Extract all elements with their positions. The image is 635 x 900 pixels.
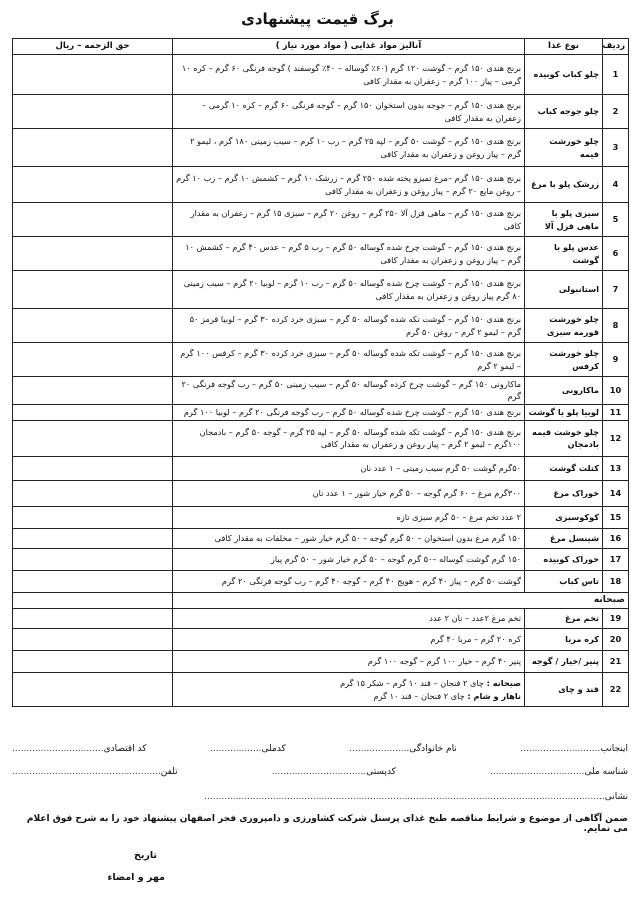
table-row bbox=[13, 271, 629, 309]
food-analysis: ۱۵۰ گرم مرغ بدون استخوان – ۵۰ گرم گوجه – ۵۰ گرم خیار شور – مخلفات به مقدار کافی bbox=[173, 528, 525, 548]
food-analysis: برنج هندی ۱۵۰ گرم – گوشت ۱۲۰ گرم (۶۰٪ گوساله – ۴۰٪ گوسفند ) گوجه فرنگی ۶۰ گرم – کره ۱۰ گرمی – پیاز ۱۰۰ گرم – زعفران به مقدار کافی bbox=[173, 55, 525, 95]
national-code-label: کدملی bbox=[261, 744, 286, 754]
fee-cell bbox=[13, 203, 173, 237]
food-name: چلو خوشت قیمه بادمجان bbox=[525, 420, 603, 456]
fee-cell bbox=[13, 129, 173, 167]
row-number: 10 bbox=[603, 377, 629, 405]
food-analysis: برنج هندی ۱۵۰ گرم – ماهی قزل آلا ۲۵۰ گرم – روغن ۲۰ گرم – سبزی ۱۵ گرم – زعفران به مقدار کافی bbox=[173, 203, 525, 237]
table-row bbox=[13, 480, 629, 506]
food-name: کره مربا bbox=[525, 629, 603, 651]
breakfast-section-label: صبحانه bbox=[173, 592, 629, 609]
row-number: 19 bbox=[603, 609, 629, 629]
tea-breakfast-label: صبحانه : bbox=[486, 678, 521, 689]
fee-cell bbox=[13, 377, 173, 405]
row-number: 3 bbox=[603, 129, 629, 167]
food-name: چلو جوجه کباب bbox=[525, 95, 603, 129]
row-number: 2 bbox=[603, 95, 629, 129]
tea-breakfast-text: چای ۲ فنجان – قند ۱۰ گرم – شکر ۱۵ گرم bbox=[340, 678, 487, 689]
table-body bbox=[13, 55, 629, 707]
food-analysis: برنج هندی ۱۵۰ گرم – گوشت ۵۰ گرم – لپه ۲۵ گرم – رب ۱۰ گرم – سیب زمینی ۱۸۰ گرم ، لیمو ۲ گرم – پیاز روغن و زعفران به مقدار کافی bbox=[173, 129, 525, 167]
food-name: زرشک پلو با مرغ bbox=[525, 167, 603, 203]
food-name: چلو خورشت کرفس bbox=[525, 343, 603, 377]
food-name: خوراک کوبیده bbox=[525, 548, 603, 570]
table-row bbox=[13, 651, 629, 673]
tea-lunch-label: ناهار و شام : bbox=[467, 690, 521, 701]
fee-cell bbox=[13, 548, 173, 570]
fee-cell bbox=[13, 167, 173, 203]
section-empty-cell bbox=[13, 592, 173, 609]
food-name: کتلت گوشت bbox=[525, 456, 603, 480]
table-row bbox=[13, 55, 629, 95]
table-row bbox=[13, 167, 629, 203]
id-number-label: شناسه ملی bbox=[584, 767, 628, 777]
footer-line-3: نشانی............................................................................................................................................ bbox=[204, 792, 628, 802]
table-row bbox=[13, 377, 629, 405]
row-number: 22 bbox=[603, 673, 629, 707]
row-number: 4 bbox=[603, 167, 629, 203]
row-number: 17 bbox=[603, 548, 629, 570]
food-name: تخم مرغ bbox=[525, 609, 603, 629]
header-analysis: آنالیز مواد غذایی ( مواد مورد نیاز ) bbox=[173, 39, 525, 55]
table-row bbox=[13, 343, 629, 377]
table-row bbox=[13, 95, 629, 129]
fee-cell bbox=[13, 237, 173, 271]
tea-line-breakfast bbox=[176, 677, 521, 689]
table-row bbox=[13, 129, 629, 167]
food-name: پنیر /خیار / گوجه bbox=[525, 651, 603, 673]
food-analysis: ۳۰۰گرم مرغ – ۶۰ گرم گوجه – ۵۰ گرم خیار شور – ۱ عدد نان bbox=[173, 480, 525, 506]
postal-code-label: کدپستی bbox=[366, 767, 396, 777]
table-row bbox=[13, 456, 629, 480]
table-row bbox=[13, 629, 629, 651]
food-analysis: ۵۰گرم گوشت ۵۰ گرم سیب زمینی – ۱ عدد نان bbox=[173, 456, 525, 480]
address-label: نشانی bbox=[604, 792, 628, 802]
table-row bbox=[13, 609, 629, 629]
food-name: شینسل مرغ bbox=[525, 528, 603, 548]
header-food-type: نوع غذا bbox=[525, 39, 603, 55]
food-analysis: ۱۵۰ گرم گوشت گوساله –۵۰ گرم گوجه – ۵۰ گرم خیار شور – ۵۰ گرم پیاز bbox=[173, 548, 525, 570]
food-name: قند و چای bbox=[525, 673, 603, 707]
food-name: تاس کباب bbox=[525, 570, 603, 592]
fee-cell bbox=[13, 271, 173, 309]
fee-cell bbox=[13, 456, 173, 480]
tea-lunch-text: چای ۲ فنجان – قند ۱۰ گرم bbox=[373, 690, 468, 701]
fee-cell bbox=[13, 480, 173, 506]
row-number: 11 bbox=[603, 404, 629, 420]
row-number: 15 bbox=[603, 506, 629, 528]
breakfast-section-row bbox=[13, 592, 629, 609]
economic-code-label: کد اقتصادی bbox=[103, 744, 147, 754]
food-analysis: ماکارونی ۱۵۰ گرم – گوشت چرخ کرده گوساله ۵۰ گرم – سیب زمینی ۵۰ گرم – رب گوجه فرنگی ۲۰ گرم bbox=[173, 377, 525, 405]
seal-signature-label: مهر و امضاء bbox=[107, 872, 165, 883]
table-row bbox=[13, 673, 629, 707]
food-name: چلو خورشت قورمه سبزی bbox=[525, 309, 603, 343]
food-analysis: برنج هندی ۱۵۰ گرم – گوشت چرخ شده گوساله ۵۰ گرم – رب ۵ گرم – عدس ۴۰ گرم – کشمش ۱۰ گرم – پیاز روغن و زعفران به مقدار کافی bbox=[173, 237, 525, 271]
header-row-number: ردیف bbox=[603, 39, 629, 55]
row-number: 8 bbox=[603, 309, 629, 343]
food-analysis: پنیر ۴۰ گرم – خیار ۱۰۰ گرم – گوجه ۱۰۰ گرم bbox=[173, 651, 525, 673]
food-analysis: برنج هندی ۱۵۰ گرم – گوشت تکه شده گوساله ۵۰ گرم – سبزی خرد کرده ۳۰ گرم – کرفس ۱۰۰ گرم – لیمو ۲ گرم bbox=[173, 343, 525, 377]
row-number: 9 bbox=[603, 343, 629, 377]
fee-cell bbox=[13, 95, 173, 129]
food-analysis: برنج هندی ۱۵۰ گرم – گوشت چرخ شده گوساله ۵۰ گرم – رب گوجه فرنگی ۲۰ گرم – لوبیا ۱۰۰ گرم bbox=[173, 404, 525, 420]
fee-cell bbox=[13, 343, 173, 377]
food-analysis: برنج هندی ۱۵۰ گرم –مرغ تمیزو پخته شده ۲۵۰ گرم – زرشک ۱۰ گرم – کشمش ۱۰ گرم – رب ۱۰ گرم – روغن مایع ۲۰ گرم – پیاز روغن و زعفران به مقدار کافی bbox=[173, 167, 525, 203]
row-number: 21 bbox=[603, 651, 629, 673]
fee-cell bbox=[13, 404, 173, 420]
row-number: 16 bbox=[603, 528, 629, 548]
row-number: 20 bbox=[603, 629, 629, 651]
food-analysis: گوشت ۵۰ گرم – پیاز ۴۰ گرم – هویج ۴۰ گرم – گوجه ۴۰ گرم – رب گوجه فرنگی ۲۰ گرم bbox=[173, 570, 525, 592]
table-row bbox=[13, 404, 629, 420]
food-name: لوبیا پلو با گوشت bbox=[525, 404, 603, 420]
food-analysis: ۲ عدد تخم مرغ – ۵۰ گرم سبزی تازه bbox=[173, 506, 525, 528]
food-analysis: برنج هندی ۱۵۰ گرم – گوشت تکه شده گوساله ۵۰ گرم – سبزی خرد کرده ۳۰ گرم – لوبیا قرمز ۵۰ گرم – لیمو ۲ گرم – روغن ۵۰ گرم bbox=[173, 309, 525, 343]
date-label: تاریخ bbox=[133, 850, 157, 861]
table-row bbox=[13, 420, 629, 456]
fee-cell bbox=[13, 528, 173, 548]
tea-line-lunch-dinner bbox=[176, 690, 521, 702]
table-row bbox=[13, 309, 629, 343]
statement-text: ضمن آگاهی از موضوع و شرایط مناقصه طبخ غذای پرسنل شرکت کشاورزی و دامپروری فجر اصفهان پیشنهاد خود را به شرح فوق اعلام می نمایم. bbox=[26, 814, 628, 834]
applicant-label: اینجانب bbox=[600, 744, 628, 754]
food-analysis: تخم مرغ ۲عدد – نان ۲ عدد bbox=[173, 609, 525, 629]
row-number: 7 bbox=[603, 271, 629, 309]
food-analysis bbox=[173, 673, 525, 707]
food-name: خوراک مرغ bbox=[525, 480, 603, 506]
fee-cell bbox=[13, 420, 173, 456]
page-title: برگ قیمت پیشنهادی bbox=[241, 10, 394, 28]
price-table bbox=[12, 38, 629, 707]
food-name: چلو کباب کوبیده bbox=[525, 55, 603, 95]
food-name: چلو خورشت قیمه bbox=[525, 129, 603, 167]
row-number: 18 bbox=[603, 570, 629, 592]
footer-line-2: شناسه ملی................................. کدپستی................................. تلفن.................................................... bbox=[12, 767, 628, 777]
food-name: ماکارونی bbox=[525, 377, 603, 405]
food-name: استانبولی bbox=[525, 271, 603, 309]
food-name: کوکوسبزی bbox=[525, 506, 603, 528]
header-fee: حق الزحمه – ریال bbox=[13, 39, 173, 55]
food-name: عدس پلو با گوشت bbox=[525, 237, 603, 271]
table-row bbox=[13, 548, 629, 570]
fee-cell bbox=[13, 609, 173, 629]
row-number: 1 bbox=[603, 55, 629, 95]
table-row bbox=[13, 506, 629, 528]
food-analysis: برنج هندی ۱۵۰ گرم – جوجه بدون استخوان ۱۵۰ گرم – گوجه فرنگی ۶۰ گرم – کره ۱۰ گرمی – زعفران به مقدار کافی bbox=[173, 95, 525, 129]
table-row bbox=[13, 237, 629, 271]
fee-cell bbox=[13, 309, 173, 343]
footer-line-1: اینجانب............................ نام خانوادگی..................... کدملی.................. کد اقتصادی................................ bbox=[12, 744, 628, 754]
food-analysis: برنج هندی ۱۵۰ گرم – گوشت تکه شده گوساله ۵۰ گرم – لپه ۲۵ گرم – گوجه ۵۰ گرم – بادمجان ۱۰۰گرم – لیمو ۲ گرم – پیاز روغن و زعفران به مقدار کافی bbox=[173, 420, 525, 456]
fee-cell bbox=[13, 55, 173, 95]
fee-cell bbox=[13, 673, 173, 707]
fee-cell bbox=[13, 651, 173, 673]
table-row bbox=[13, 570, 629, 592]
table-header-row bbox=[13, 39, 629, 55]
table-row bbox=[13, 528, 629, 548]
row-number: 13 bbox=[603, 456, 629, 480]
row-number: 14 bbox=[603, 480, 629, 506]
food-analysis: کره ۲۰ گرم – مربا ۴۰ گرم bbox=[173, 629, 525, 651]
food-analysis: برنج هندی ۱۵۰ گرم – گوشت چرخ شده گوساله ۵۰ گرم – رب ۱۰ گرم – لوبیا ۲۰ گرم – سیب زمینی ۸۰ گرم پیاز روغن و زعفران به مقدار کافی bbox=[173, 271, 525, 309]
row-number: 12 bbox=[603, 420, 629, 456]
fee-cell bbox=[13, 570, 173, 592]
row-number: 5 bbox=[603, 203, 629, 237]
row-number: 6 bbox=[603, 237, 629, 271]
table-row bbox=[13, 203, 629, 237]
food-name: سبزی پلو با ماهی قزل آلا bbox=[525, 203, 603, 237]
phone-label: تلفن bbox=[160, 767, 178, 777]
fee-cell bbox=[13, 506, 173, 528]
fee-cell bbox=[13, 629, 173, 651]
family-label: نام خانوادگی bbox=[409, 744, 457, 754]
